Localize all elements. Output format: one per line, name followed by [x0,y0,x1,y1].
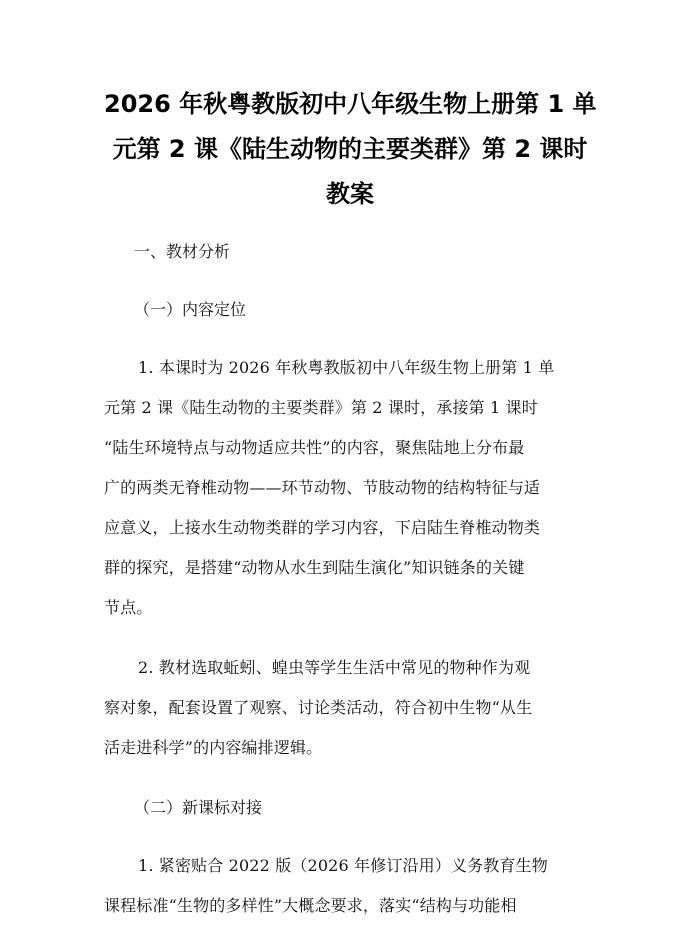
paragraph-line: 元第 2 课《陆生动物的主要类群》第 2 课时，承接第 1 课时 [104,398,538,417]
document-body [104,232,596,926]
paragraph-line: 1. 本课时为 2026 年秋粤教版初中八年级生物上册第 1 单 [138,358,555,377]
title-line: 2026 年秋粤教版初中八年级生物上册第 1 单 [104,90,597,118]
paragraph-line: 察对象，配套设置了观察、讨论类活动，符合初中生物“从生 [104,698,533,717]
title-line: 教案 [326,180,374,208]
paragraph-3 [104,846,596,926]
paragraph-line: “陆生环境特点与动物适应共性”的内容，聚焦陆地上分布最 [104,438,525,457]
title-line: 元第 2 课《陆生动物的主要类群》第 2 课时 [112,135,588,163]
document-title [104,82,596,217]
section-heading-textbook-analysis: 一、教材分析 [134,242,231,261]
paragraph-line: 节点。 [104,598,153,617]
subsection-heading-content-positioning: （一）内容定位 [134,300,247,319]
subsection-heading-curriculum-alignment: （二）新课标对接 [134,798,263,817]
paragraph-line: 2. 教材选取蚯蚓、蝗虫等学生生活中常见的物种作为观 [138,658,531,677]
paragraph-line: 课程标准“生物的多样性”大概念要求，落实“结构与功能相 [104,896,517,915]
paragraph-1 [104,348,596,628]
paragraph-line: 活走进科学”的内容编排逻辑。 [104,738,323,757]
paragraph-2 [104,648,596,768]
paragraph-line: 群的探究，是搭建“动物从水生到陆生演化”知识链条的关键 [104,558,525,577]
paragraph-line: 1. 紧密贴合 2022 版（2026 年修订沿用）义务教育生物 [138,856,548,875]
paragraph-line: 应意义，上接水生动物类群的学习内容，下启陆生脊椎动物类 [104,518,541,537]
paragraph-line: 广的两类无脊椎动物——环节动物、节肢动物的结构特征与适 [104,478,541,497]
